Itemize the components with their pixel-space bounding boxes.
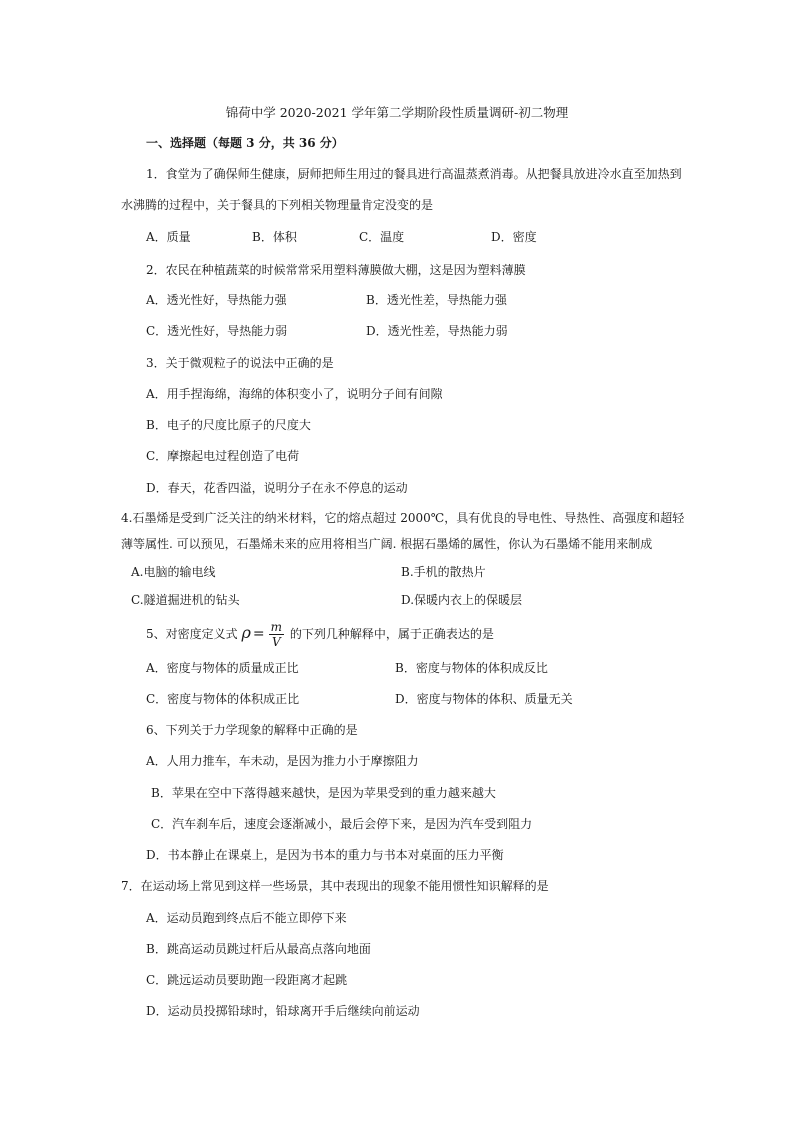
q1-option-b: B．体积 <box>252 230 297 244</box>
q6-option-a: A．人用力推车，车未动，是因为推力小于摩擦阻力 <box>146 754 419 768</box>
q5-stem <box>146 616 494 650</box>
q5-option-c: C．密度与物体的体积成正比 <box>146 692 300 706</box>
rho-symbol: ρ <box>241 623 251 642</box>
q6-stem: 6、下列关于力学现象的解释中正确的是 <box>146 723 358 737</box>
q1-stem-line2: 水沸腾的过程中，关于餐具的下列相关物理量肯定没变的是 <box>121 198 434 212</box>
q5-stem-prefix: 5、对密度定义式 <box>146 627 238 641</box>
q6-option-c: C．汽车刹车后，速度会逐渐减小，最后会停下来，是因为汽车受到阻力 <box>151 817 533 831</box>
q2-option-d: D．透光性差，导热能力弱 <box>366 324 508 338</box>
q3-stem: 3．关于微观粒子的说法中正确的是 <box>146 356 334 370</box>
q7-option-d: D．运动员投掷铅球时，铅球离开手后继续向前运动 <box>146 1004 420 1018</box>
q1-option-c: C．温度 <box>359 230 405 244</box>
q7-option-c: C．跳远运动员要助跑一段距离才起跳 <box>146 973 348 987</box>
q2-option-a: A．透光性好，导热能力强 <box>146 293 287 307</box>
q4-option-c: C.隧道掘进机的钻头 <box>131 593 240 607</box>
q1-option-a: A．质量 <box>146 230 191 244</box>
page-title: 锦荷中学 2020-2021 学年第二学期阶段性质量调研-初二物理 <box>225 105 569 120</box>
q5-option-d: D．密度与物体的体积、质量无关 <box>395 692 573 706</box>
q5-stem-suffix: 的下列几种解释中，属于正确表达的是 <box>289 627 494 641</box>
q5-option-a: A．密度与物体的质量成正比 <box>146 661 299 675</box>
q4-stem-line1: 4.石墨烯是受到广泛关注的纳米材料，它的熔点超过 2000℃，具有优良的导电性、导热性、高强度和超轻 <box>121 511 685 525</box>
q3-option-b: B．电子的尺度比原子的尺度大 <box>146 418 311 432</box>
q4-option-d: D.保暖内衣上的保暖层 <box>401 593 523 607</box>
q3-option-a: A．用手捏海绵，海绵的体积变小了，说明分子间有间隙 <box>146 387 443 401</box>
q7-option-b: B．跳高运动员跳过杆后从最高点落向地面 <box>146 942 371 956</box>
q2-option-b: B．透光性差，导热能力强 <box>366 293 507 307</box>
q5-option-b: B．密度与物体的体积成反比 <box>395 661 548 675</box>
q6-option-b: B．苹果在空中下落得越来越快，是因为苹果受到的重力越来越大 <box>151 786 496 800</box>
q2-option-c: C．透光性好，导热能力弱 <box>146 324 288 338</box>
q3-option-d: D．春天，花香四溢，说明分子在永不停息的运动 <box>146 481 408 495</box>
q7-stem: 7．在运动场上常见到这样一些场景，其中表现出的现象不能用惯性知识解释的是 <box>121 879 549 893</box>
q6-option-d: D．书本静止在课桌上，是因为书本的重力与书本对桌面的压力平衡 <box>146 848 504 862</box>
q1-stem-line1: 1．食堂为了确保师生健康，厨师把师生用过的餐具进行高温蒸煮消毒。从把餐具放进冷水直至加热到 <box>146 167 682 181</box>
q1-option-d: D．密度 <box>491 230 537 244</box>
equals-sign: = <box>252 626 265 642</box>
q4-stem-line2: 薄等属性. 可以预见，石墨烯未来的应用将相当广阔. 根据石墨烯的属性，你认为石墨烯不能用来制成 <box>121 537 653 551</box>
section-heading: 一、选择题（每题 3 分，共 36 分） <box>146 136 344 150</box>
q3-option-c: C．摩擦起电过程创造了电荷 <box>146 449 300 463</box>
q4-option-b: B.手机的散热片 <box>401 565 486 579</box>
fraction-numerator: m <box>270 620 282 634</box>
density-fraction <box>269 620 284 649</box>
q2-stem: 2．农民在种植蔬菜的时候常常采用塑料薄膜做大棚，这是因为塑料薄膜 <box>146 263 526 277</box>
q4-option-a: A.电脑的输电线 <box>131 565 216 579</box>
fraction-denominator: V <box>271 635 281 649</box>
q7-option-a: A．运动员跑到终点后不能立即停下来 <box>146 911 347 925</box>
